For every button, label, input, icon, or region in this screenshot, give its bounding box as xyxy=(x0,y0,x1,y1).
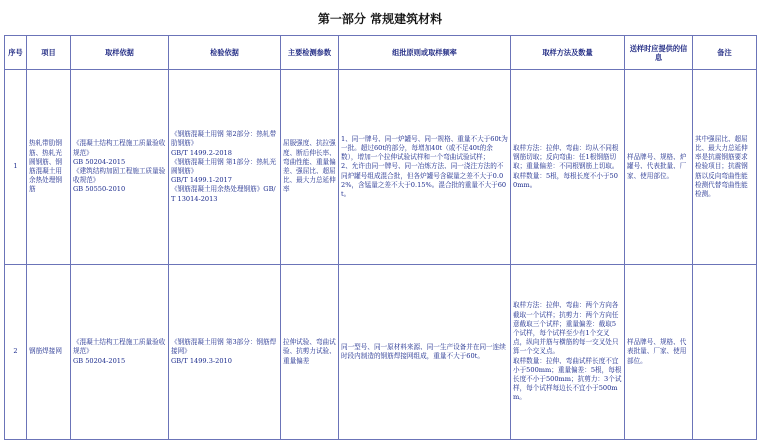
cell-sampling-basis: 《混凝土结构工程施工质量验收规范》 GB 50204-2015 《建筑结构加固工程施工质量验收规范》 GB 50550-2010 xyxy=(71,70,169,265)
cell-test-basis: 《钢筋混凝土用钢 第3部分：钢筋焊接网》 GB/T 1499.3-2010 xyxy=(169,265,281,440)
cell-remark xyxy=(693,265,757,440)
header-item: 项目 xyxy=(27,36,71,70)
cell-item: 热轧带肋钢筋、热轧光圆钢筋、钢筋混凝土用余热处理钢筋 xyxy=(27,70,71,265)
cell-batch: 同一型号、同一原材料来源、同一生产设备并在同一连续时段内制造的钢筋焊接网组成，重量不大于60t。 xyxy=(339,265,511,440)
header-method: 取样方法及数量 xyxy=(511,36,625,70)
cell-test-basis: 《钢筋混凝土用钢 第2部分：热轧带肋钢筋》 GB/T 1499.2-2018 《钢筋混凝土用钢 第1部分：热轧光圆钢筋》 GB/T 1499.1-2017 《钢筋混凝土用余热处理钢筋》GB/T 13014-2013 xyxy=(169,70,281,265)
header-batch: 组批原则或取样频率 xyxy=(339,36,511,70)
header-remark: 备注 xyxy=(693,36,757,70)
table-header-row xyxy=(5,36,757,70)
cell-info: 样品牌号、规格、炉罐号、代表批量、厂家、使用部位。 xyxy=(625,70,693,265)
cell-remark: 其中强屈比、超屈比、最大力总延伸率是抗震钢筋要求检验项目；抗震钢筋以反向弯曲性能检测代替弯曲性能检测。 xyxy=(693,70,757,265)
header-params: 主要检测参数 xyxy=(281,36,339,70)
cell-batch: 1、同一牌号、同一炉罐号、同一规格、重量不大于60t为一批。超过60t的部分，每增加40t（或不足40t的余数），增加一个拉伸试验试样和一个弯曲试验试样； 2、允许由同一牌号、同一冶炼方法、同一浇注方法的不同炉罐号组成混合批，但各炉罐号含碳量之差不大于0.02%，含锰量之差不大于0.15%。混合批的重量不大于60t。 xyxy=(339,70,511,265)
table-row xyxy=(5,265,757,440)
cell-method: 取样方法：拉伸、弯曲：两个方向各截取一个试样；抗剪力：两个方向任意截取三个试样；重量偏差：截取5个试样，每个试样至少有1个交叉点，纵向并筋与横筋的每一交叉处只算一个交叉点。 取样数量：拉伸、弯曲试样长度不宜小于500mm；重量偏差：5根，每根长度不小于500mm；抗剪力：3个试样，每个试样每边长不宜小于500mm。 xyxy=(511,265,625,440)
cell-params: 拉伸试验、弯曲试验、抗剪力试验、重量偏差 xyxy=(281,265,339,440)
header-info: 送样时应提供的信息 xyxy=(625,36,693,70)
cell-no: 2 xyxy=(5,265,27,440)
cell-info: 样品牌号、规格、代表批量、厂家、使用部位。 xyxy=(625,265,693,440)
page-title: 第一部分 常规建筑材料 xyxy=(317,12,443,26)
header-test-basis: 检验依据 xyxy=(169,36,281,70)
cell-item: 钢筋焊接网 xyxy=(27,265,71,440)
cell-method: 取样方法：拉伸、弯曲：均从不同根钢筋切取；反向弯曲：任1根钢筋切取；重量偏差：不同根钢筋上切取。 取样数量：5根，每根长度不小于500mm。 xyxy=(511,70,625,265)
materials-table xyxy=(4,35,757,440)
cell-params: 屈服强度、抗拉强度、断后伸长率、弯曲性能、重量偏差、强屈比、超屈比、最大力总延伸率 xyxy=(281,70,339,265)
header-sampling-basis: 取样依据 xyxy=(71,36,169,70)
cell-sampling-basis: 《混凝土结构工程施工质量验收规范》 GB 50204-2015 xyxy=(71,265,169,440)
cell-no: 1 xyxy=(5,70,27,265)
header-no: 序号 xyxy=(5,36,27,70)
table-row xyxy=(5,70,757,265)
